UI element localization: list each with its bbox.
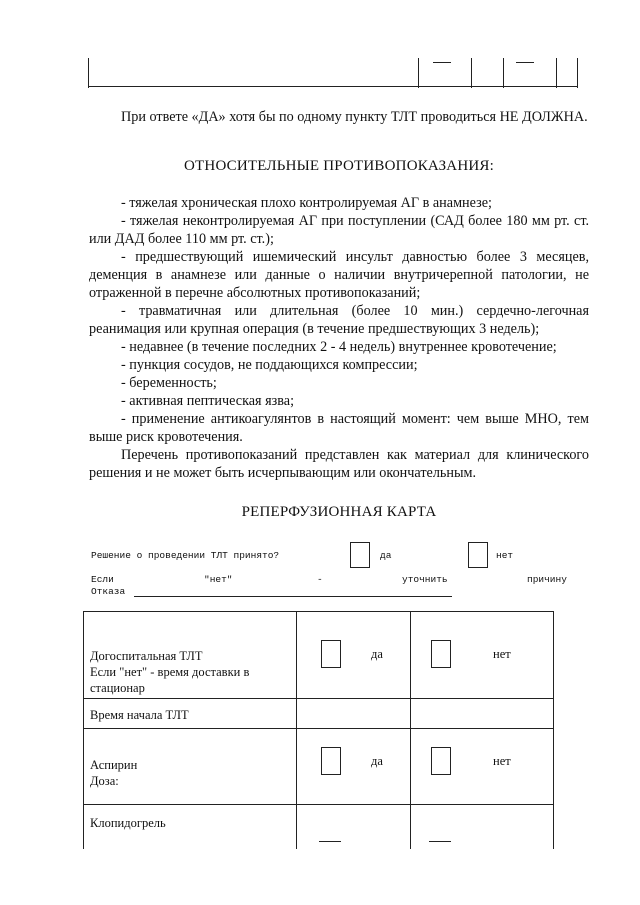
decision-yes-checkbox[interactable] — [350, 542, 370, 568]
contraindication-item: - активная пептическая язва; — [121, 393, 295, 409]
start-time-label: Время начала ТЛТ — [90, 708, 189, 722]
if-no-dash: - — [317, 574, 323, 585]
if-no-reason: причину — [527, 574, 567, 585]
prehospital-tlt-label: Догоспитальная ТЛТ Если "нет" - время доставки в стационар — [90, 649, 250, 695]
table-row — [84, 699, 554, 729]
contraindication-item: - беременность; — [121, 375, 217, 391]
table-border — [577, 58, 578, 88]
contraindication-item: - недавнее (в течение последних 2 - 4 недель) внутреннее кровотечение; — [121, 339, 557, 355]
aspirin-yes-cell — [297, 729, 411, 805]
prehospital-no-cell — [411, 612, 554, 699]
prehospital-no-checkbox[interactable] — [431, 640, 451, 668]
table-border — [503, 58, 504, 88]
contraindication-item: - применение антикоагулянтов в настоящий момент: чем выше МНО, тем выше риск кровотечения. — [89, 411, 589, 445]
aspirin-yes-label: да — [371, 754, 383, 768]
aspirin-no-cell — [411, 729, 554, 805]
table-row — [84, 729, 554, 805]
contraindication-item: - тяжелая хроническая плохо контролируемая АГ в анамнезе; — [121, 195, 492, 211]
prehospital-label-cell — [84, 612, 297, 699]
closing-text: Перечень противопоказаний представлен как материал для клинического решения и не может быть исчерпывающим или окончательным. — [89, 447, 589, 481]
contraindication-item: - травматичная или длительная (более 10 мин.) сердечно-легочная реанимация или крупная операция (в течение предшествующих 3 недель); — [89, 303, 589, 337]
checkbox-dash — [433, 62, 451, 63]
intro-text: При ответе «ДА» хотя бы по одному пункту ТЛТ проводиться НЕ ДОЛЖНА. — [121, 109, 588, 125]
aspirin-no-label: нет — [493, 754, 511, 768]
clopidogrel-no-cell — [411, 805, 554, 849]
clopidogrel-yes-checkbox-top[interactable] — [319, 841, 341, 842]
if-no-specify: уточнить — [402, 574, 448, 585]
refusal-label: Отказа — [91, 586, 126, 597]
decision-question: Решение о проведении ТЛТ принято? — [91, 550, 280, 561]
start-time-value-cell-2[interactable] — [411, 699, 554, 729]
previous-table-fragment — [88, 58, 578, 90]
table-row — [84, 612, 554, 699]
contraindication-item: - пункция сосудов, не поддающихся компрессии; — [121, 357, 418, 373]
decision-no-checkbox[interactable] — [468, 542, 488, 568]
start-time-value-cell[interactable] — [297, 699, 411, 729]
prehospital-yes-checkbox[interactable] — [321, 640, 341, 668]
aspirin-yes-checkbox[interactable] — [321, 747, 341, 775]
clopidogrel-label: Клопидогрель — [90, 816, 166, 830]
contraindication-item: - предшествующий ишемический инсульт давностью более 3 месяцев, деменция в анамнезе или данные о наличии внутричерепной патологии, не отраженной в перечне абсолютных противопоказаний; — [89, 249, 589, 301]
decision-no-label: нет — [496, 550, 514, 561]
aspirin-label-cell — [84, 729, 297, 805]
table-border — [418, 58, 419, 88]
prehospital-yes-label: да — [371, 647, 383, 661]
table-row — [84, 805, 554, 849]
contraindication-item: - тяжелая неконтролируемая АГ при поступлении (САД более 180 мм рт. ст. или ДАД более 110 мм рт. ст.); — [89, 213, 589, 247]
reperfusion-card-heading: РЕПЕРФУЗИОННАЯ КАРТА — [241, 504, 437, 520]
aspirin-no-checkbox[interactable] — [431, 747, 451, 775]
clopidogrel-yes-cell — [297, 805, 411, 849]
if-no-word: Если — [91, 574, 114, 585]
if-no-quote: "нет" — [204, 574, 233, 585]
aspirin-label: Аспирин Доза: — [90, 758, 138, 788]
checkbox-dash — [516, 62, 534, 63]
table-bottom-border — [88, 86, 578, 87]
clopidogrel-no-checkbox-top[interactable] — [429, 841, 451, 842]
start-time-label-cell — [84, 699, 297, 729]
prehospital-no-label: нет — [493, 647, 511, 661]
table-border — [556, 58, 557, 88]
decision-yes-label: да — [380, 550, 392, 561]
clopidogrel-label-cell — [84, 805, 297, 849]
table-border — [471, 58, 472, 88]
refusal-reason-line[interactable] — [134, 596, 452, 597]
table-border — [88, 58, 89, 88]
reperfusion-table — [83, 611, 554, 849]
prehospital-yes-cell — [297, 612, 411, 699]
relative-contraindications-heading: ОТНОСИТЕЛЬНЫЕ ПРОТИВОПОКАЗАНИЯ: — [184, 158, 494, 174]
